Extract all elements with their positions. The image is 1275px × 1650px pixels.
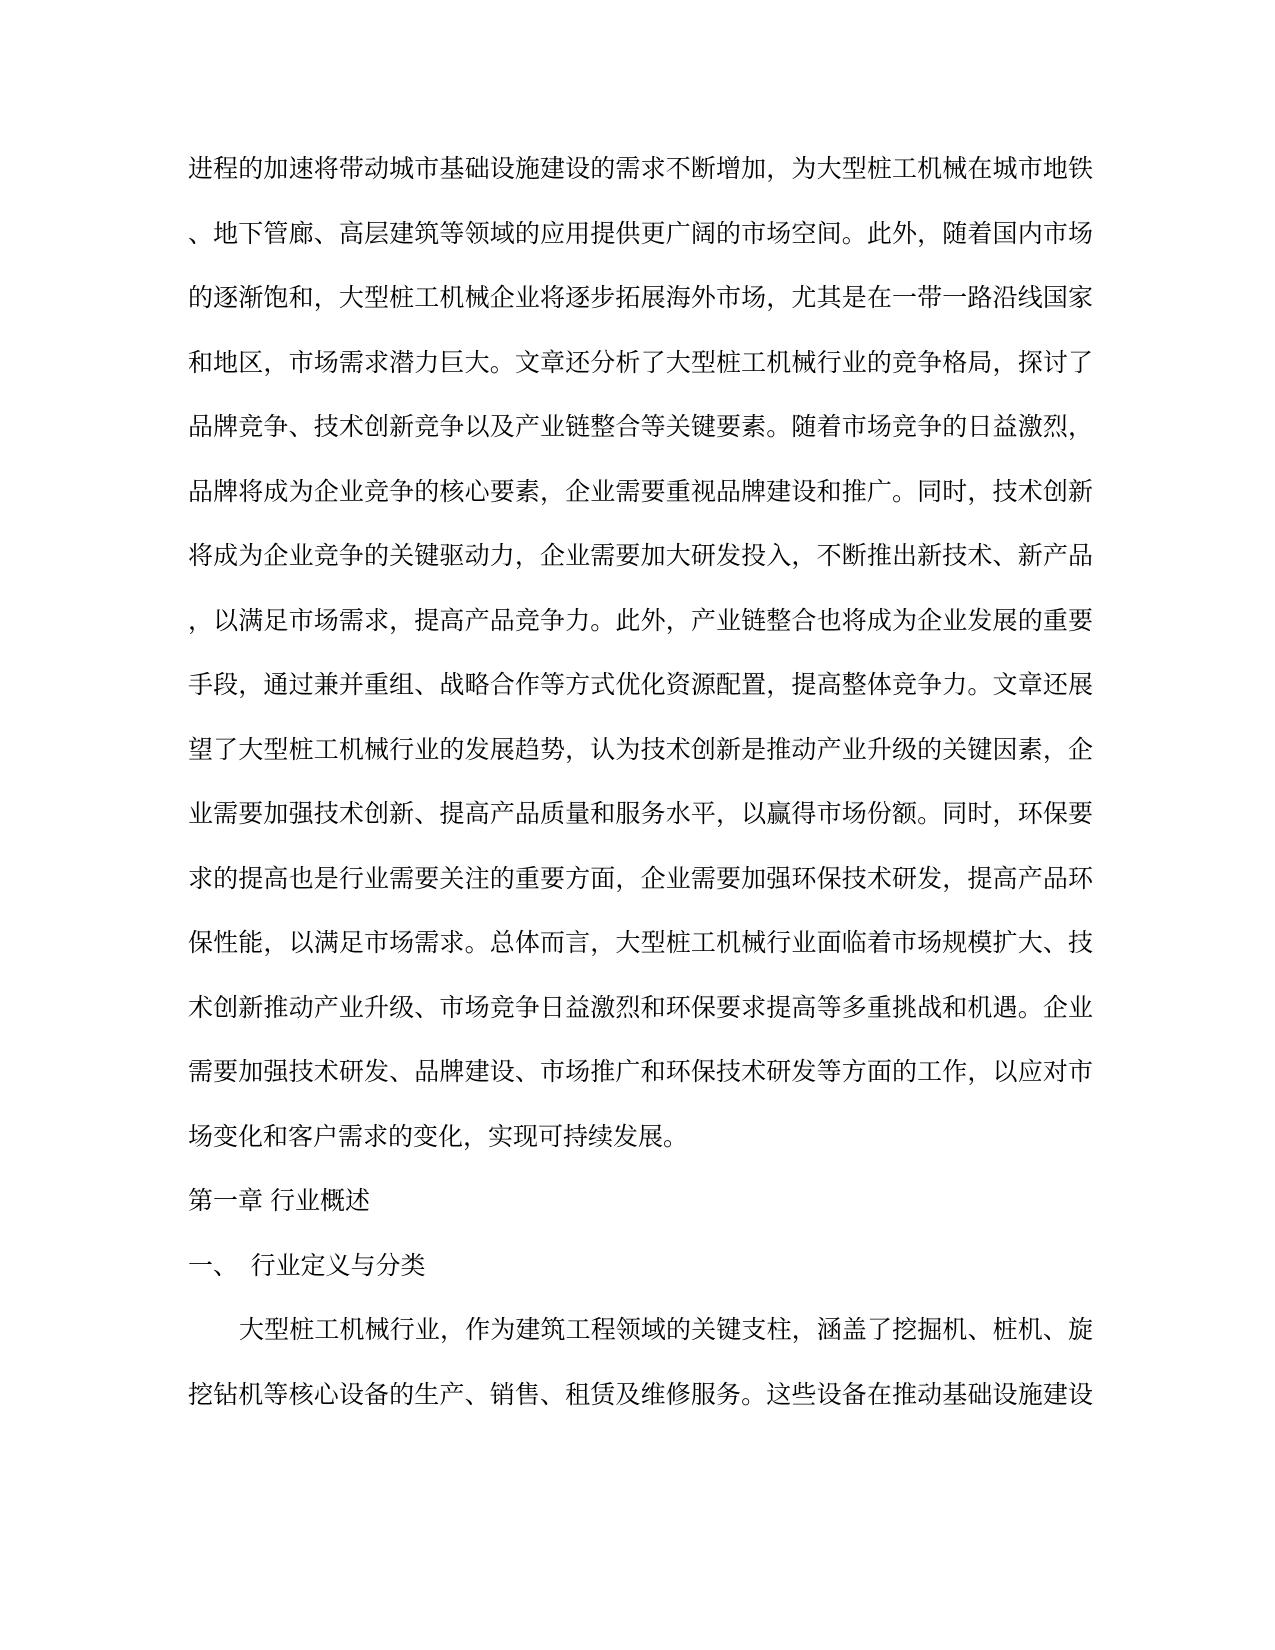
paragraph-line: 、地下管廊、高层建筑等领域的应用提供更广阔的市场空间。此外，随着国内市场 bbox=[188, 219, 1093, 248]
paragraph-line: 求的提高也是行业需要关注的重要方面，企业需要加强环保技术研发，提高产品环 bbox=[188, 864, 1093, 893]
paragraph-line: ，以满足市场需求，提高产品竞争力。此外，产业链整合也将成为企业发展的重要 bbox=[188, 606, 1093, 635]
paragraph-line: 手段，通过兼并重组、战略合作等方式优化资源配置，提高整体竞争力。文章还展 bbox=[188, 671, 1093, 699]
paragraph-last-line: 场变化和客户需求的变化，实现可持续发展。 bbox=[188, 1122, 689, 1151]
paragraph-line: 品牌将成为企业竞争的核心要素，企业需要重视品牌建设和推广。同时，技术创新 bbox=[188, 477, 1093, 506]
paragraph-line: 的逐渐饱和，大型桩工机械企业将逐步拓展海外市场，尤其是在一带一路沿线国家 bbox=[188, 284, 1093, 312]
document-body bbox=[188, 137, 1093, 1427]
paragraph-line: 和地区，市场需求潜力巨大。文章还分析了大型桩工机械行业的竞争格局，探讨了 bbox=[188, 348, 1093, 377]
paragraph-first-line: 大型桩工机械行业，作为建筑工程领域的关键支柱，涵盖了挖掘机、桩机、旋 bbox=[239, 1316, 1093, 1344]
paragraph-line: 进程的加速将带动城市基础设施建设的需求不断增加，为大型桩工机械在城市地铁 bbox=[188, 155, 1093, 183]
paragraph-line: 术创新推动产业升级、市场竞争日益激烈和环保要求提高等多重挑战和机遇。企业 bbox=[188, 993, 1093, 1022]
paragraph-line: 望了大型桩工机械行业的发展趋势，认为技术创新是推动产业升级的关键因素，企 bbox=[188, 735, 1093, 764]
paragraph-line: 保性能，以满足市场需求。总体而言，大型桩工机械行业面临着市场规模扩大、技 bbox=[188, 929, 1093, 957]
paragraph-line: 需要加强技术研发、品牌建设、市场推广和环保技术研发等方面的工作，以应对市 bbox=[188, 1058, 1093, 1086]
paragraph-line: 品牌竞争、技术创新竞争以及产业链整合等关键要素。随着市场竞争的日益激烈， bbox=[188, 413, 1093, 441]
paragraph-line: 业需要加强技术创新、提高产品质量和服务水平，以赢得市场份额。同时，环保要 bbox=[188, 800, 1093, 828]
section-heading: 一、 行业定义与分类 bbox=[188, 1251, 426, 1280]
chapter-heading: 第一章 行业概述 bbox=[188, 1187, 370, 1215]
paragraph-line: 将成为企业竞争的关键驱动力，企业需要加大研发投入，不断推出新技术、新产品 bbox=[188, 542, 1093, 570]
paragraph-line: 挖钻机等核心设备的生产、销售、租赁及维修服务。这些设备在推动基础设施建设 bbox=[188, 1380, 1093, 1409]
